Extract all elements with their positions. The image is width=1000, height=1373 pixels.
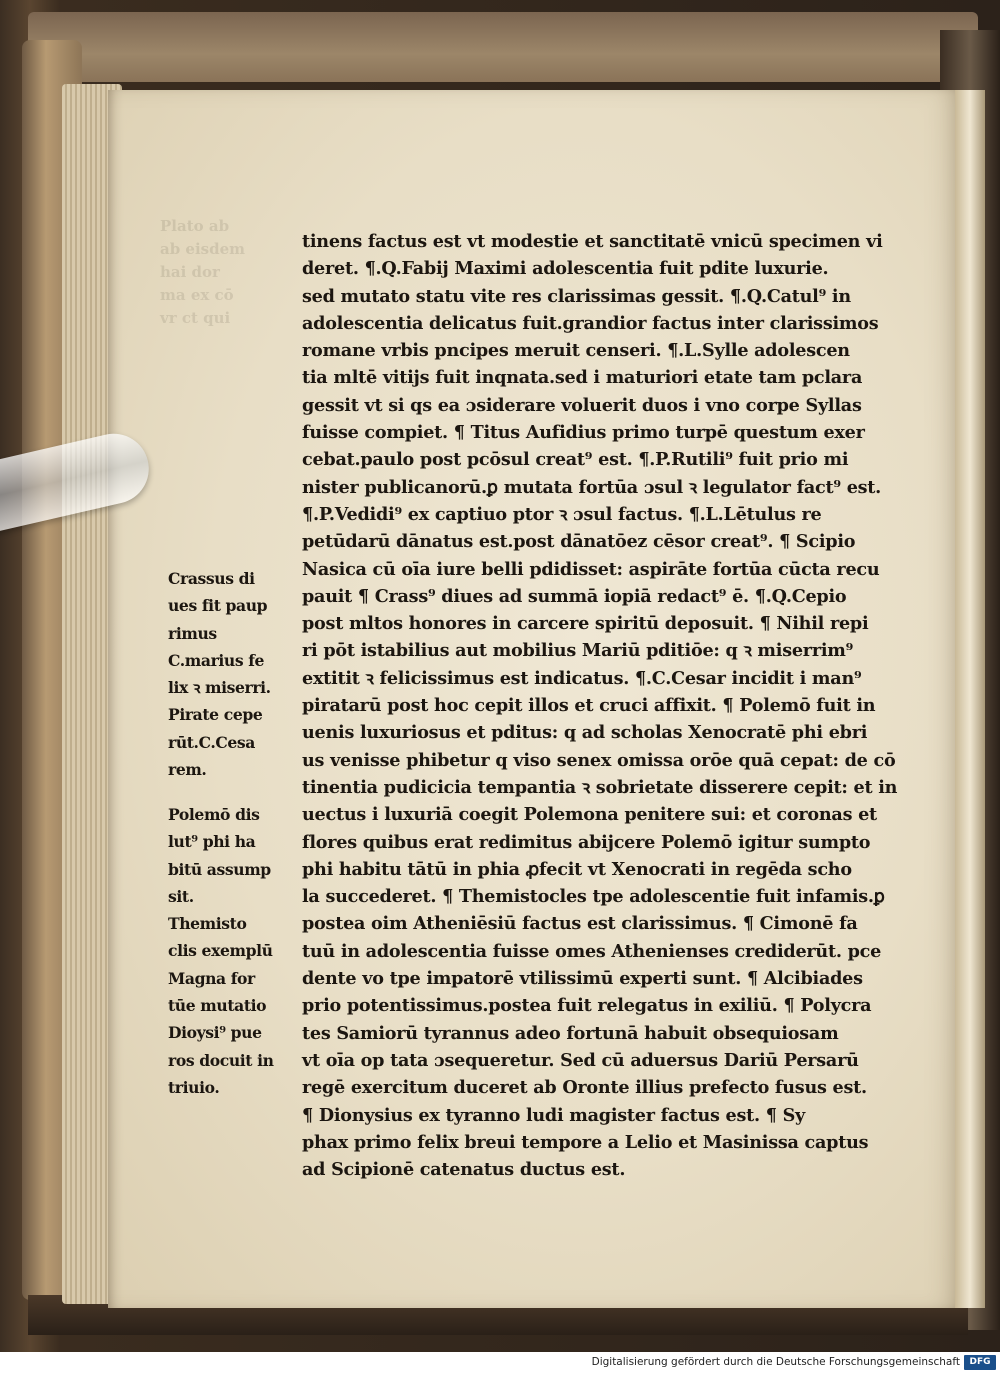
text-line: pauit ¶ Crass⁹ diues ad summā iopiā redact⁹ ē. ¶.Q.Cepio xyxy=(302,585,847,607)
text-line: tinentia pudicicia tempantia ꝛ sobrietate disserere cepit: et in xyxy=(302,776,898,798)
text-line: dente vo tpe impatorē vtilissimū experti sunt. ¶ Alcibiades xyxy=(302,968,863,990)
text-line: la succederet. ¶ Themistocles tpe adolescentie fuit infamis.ꝑ xyxy=(302,886,885,908)
text-line: piratarū post hoc cepit illos et cruci affixit. ¶ Polemō fuit in xyxy=(302,695,876,717)
margin-note-line: rūt.C.Cesa xyxy=(168,732,255,752)
margin-note-line: Dioysi⁹ pue xyxy=(168,1023,262,1043)
footer-credit: Digitalisierung gefördert durch die Deutsche Forschungsgemeinschaft xyxy=(591,1356,960,1368)
text-line: petūdarū dānatus est.post dānatōez cēsor creat⁹. ¶ Scipio xyxy=(302,531,856,553)
margin-note-line: lix ꝛ miserri. xyxy=(168,678,271,698)
text-line: tinens factus est vt modestie et sanctitatē vnicū specimen vi xyxy=(302,231,883,252)
text-line: romane vrbis pncipes meruit censeri. ¶.L.Sylle adolescen xyxy=(302,340,850,362)
margin-note-line: ros docuit in xyxy=(168,1050,274,1070)
margin-note-2 xyxy=(168,801,288,1101)
book-cover-top xyxy=(28,12,978,82)
text-line: cebat.paulo post pcōsul creat⁹ est. ¶.P.Rutili⁹ fuit prio mi xyxy=(302,449,849,471)
bleed-through-line: ma ex cō xyxy=(160,286,234,304)
bleed-through-line: ab eisdem xyxy=(160,240,246,258)
text-line: vt oīa op tata ɔsequeretur. Sed cū aduersus Dariū Persarū xyxy=(302,1049,859,1071)
margin-note-line: Polemō dis xyxy=(168,805,260,824)
text-line: Nasica cū oīa iure belli pdidisset: aspirāte fortūa cūcta recu xyxy=(302,558,880,580)
text-line: phax primo felix breui tempore a Lelio et Masinissa captus xyxy=(302,1131,869,1153)
dfg-logo: DFG xyxy=(964,1355,996,1370)
footer-bar xyxy=(0,1352,1000,1373)
text-line: fuisse compiet. ¶ Titus Aufidius primo turpē questum exer xyxy=(302,422,865,444)
margin-note-line: triuio. xyxy=(168,1077,220,1097)
text-line: uenis luxuriosus et pditus: q ad scholas Xenocratē phi ebri xyxy=(302,722,868,744)
margin-note-line: rem. xyxy=(168,760,207,780)
main-text-block xyxy=(302,228,898,1183)
margin-note-line: lut⁹ phi ha xyxy=(168,832,256,852)
text-line: adolescentia delicatus fuit.grandior factus inter clarissimos xyxy=(302,312,879,334)
margin-note-line: bitū assump xyxy=(168,859,271,879)
text-line: tes Samiorū tyrannus adeo fortunā habuit obsequiosam xyxy=(302,1022,839,1044)
text-line: postea oim Atheniēsiū factus est clarissimus. ¶ Cimonē fa xyxy=(302,913,858,935)
text-line: phi habitu tātū in phia ꝓfecit vt Xenocrati in regēda scho xyxy=(302,858,852,880)
margin-note-1 xyxy=(168,565,288,783)
margin-note-line: tūe mutatio xyxy=(168,996,267,1016)
margin-note-line: C.marius fe xyxy=(168,650,265,670)
margin-note-line: sit. xyxy=(168,886,194,906)
margin-note-line: Crassus di xyxy=(168,569,255,588)
text-line: ad Scipionē catenatus ductus est. xyxy=(302,1159,626,1181)
margin-note-line: Magna for xyxy=(168,968,255,988)
margin-note-line: ues fit paup xyxy=(168,596,268,616)
margin-note-line: clis exemplū xyxy=(168,941,273,961)
text-line: uectus i luxuriā coegit Polemona penitere sui: et coronas et xyxy=(302,804,877,826)
text-line: tia mltē vitijs fuit inqnata.sed i maturiori etate tam pclara xyxy=(302,367,863,389)
text-line: deret. ¶.Q.Fabij Maximi adolescentia fuit pdite luxurie. xyxy=(302,258,829,280)
text-line: regē exercitum duceret ab Oronte illius prefecto fusus est. xyxy=(302,1077,867,1099)
bleed-through-text xyxy=(160,215,290,415)
margin-note-line: Themisto xyxy=(168,914,247,934)
text-line: post mltos honores in carcere spiritū deposuit. ¶ Nihil repi xyxy=(302,613,869,635)
text-line: prio potentissimus.postea fuit relegatus in exiliū. ¶ Polycra xyxy=(302,995,872,1017)
bleed-through-line: Plato ab xyxy=(160,217,230,235)
text-line: us venisse phibetur q viso senex omissa orōe quā cepat: de cō xyxy=(302,749,896,771)
text-line: ¶.P.Vedidi⁹ ex captiuo ptor ꝛ ɔsul factus. ¶.L.Lētulus re xyxy=(302,503,822,525)
bleed-through-line: hai dor xyxy=(160,263,220,281)
page-gutter xyxy=(955,90,985,1308)
text-line: sed mutato statu vite res clarissimas gessit. ¶.Q.Catul⁹ in xyxy=(302,285,851,307)
text-line: tuū in adolescentia fuisse omes Athenienses crediderūt. pce xyxy=(302,940,882,962)
margin-note-line: Pirate cepe xyxy=(168,705,263,725)
text-line: nister publicanorū.ꝑ mutata fortūa ɔsul ꝛ legulator fact⁹ est. xyxy=(302,476,882,498)
text-line: flores quibus erat redimitus abijcere Polemō igitur sumpto xyxy=(302,831,871,853)
text-line: ri pōt istabilius aut mobilius Mariū pditiōe: q ꝛ miserrim⁹ xyxy=(302,640,854,662)
text-line: ¶ Dionysius ex tyranno ludi magister factus est. ¶ Sy xyxy=(302,1104,805,1126)
text-line: gessit vt si qs ea ɔsiderare voluerit duos i vno corpe Syllas xyxy=(302,394,862,416)
margin-note-line: rimus xyxy=(168,623,217,643)
bleed-through-line: vr ct qui xyxy=(160,309,231,327)
text-line: extitit ꝛ felicissimus est indicatus. ¶.C.Cesar incidit i man⁹ xyxy=(302,667,862,689)
